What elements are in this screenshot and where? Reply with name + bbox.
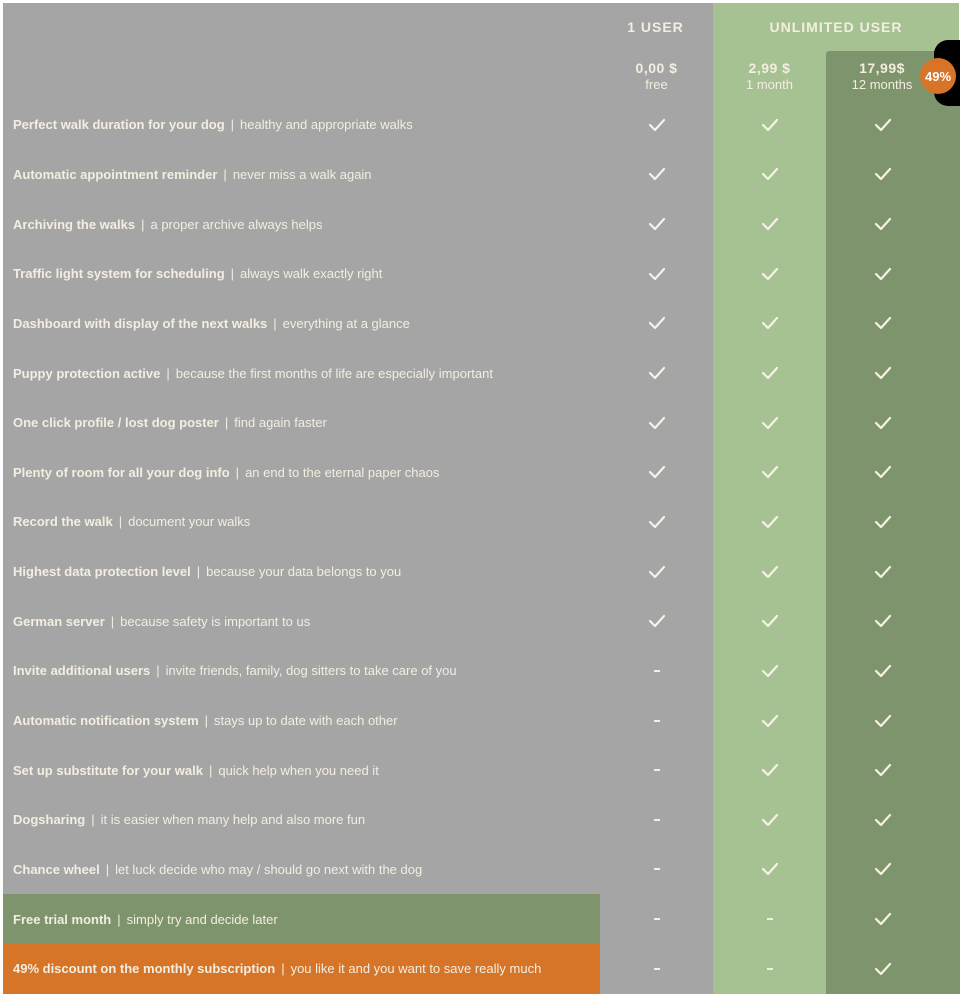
separator: | xyxy=(235,464,240,480)
feature-name: 49% discount on the monthly subscription xyxy=(13,961,276,977)
check-icon xyxy=(600,199,713,249)
check-icon xyxy=(713,497,826,547)
dash-icon xyxy=(600,745,713,795)
check-icon xyxy=(600,100,713,150)
feature-description: always walk exactly right xyxy=(240,266,383,282)
separator: | xyxy=(110,613,115,629)
check-icon xyxy=(713,100,826,150)
feature-row xyxy=(3,447,960,497)
check-icon xyxy=(713,547,826,597)
feature-description: everything at a glance xyxy=(282,315,410,331)
check-icon xyxy=(826,646,939,696)
dash-icon xyxy=(713,894,826,944)
price-amount: 2,99 $ xyxy=(748,60,791,76)
check-icon xyxy=(826,299,939,349)
feature-description: find again faster xyxy=(234,415,327,431)
feature-description: document your walks xyxy=(128,514,251,530)
check-icon xyxy=(826,447,939,497)
feature-label xyxy=(3,199,600,249)
feature-description: an end to the eternal paper chaos xyxy=(245,464,440,480)
check-icon xyxy=(826,745,939,795)
feature-description: healthy and appropriate walks xyxy=(240,117,413,133)
separator: | xyxy=(118,514,123,530)
separator: | xyxy=(117,911,121,927)
feature-row xyxy=(3,100,960,150)
separator: | xyxy=(281,961,285,977)
feature-name: Dogsharing xyxy=(13,812,86,828)
check-icon xyxy=(826,547,939,597)
check-icon xyxy=(600,150,713,200)
feature-label xyxy=(3,845,600,895)
discount-badge: 49% xyxy=(920,58,956,94)
check-icon xyxy=(600,447,713,497)
feature-description: because your data belongs to you xyxy=(206,564,402,580)
check-icon xyxy=(826,100,939,150)
dash-icon xyxy=(600,696,713,746)
dash-icon xyxy=(600,795,713,845)
check-icon xyxy=(713,696,826,746)
separator: | xyxy=(273,315,277,331)
price-period: 12 months xyxy=(851,77,913,92)
separator: | xyxy=(230,266,235,282)
feature-row xyxy=(3,199,960,249)
check-icon xyxy=(713,299,826,349)
feature-description: never miss a walk again xyxy=(232,166,372,182)
check-icon xyxy=(600,398,713,448)
check-icon xyxy=(600,299,713,349)
check-icon xyxy=(826,249,939,299)
check-icon xyxy=(713,795,826,845)
feature-name: Highest data protection level xyxy=(13,564,191,580)
feature-row xyxy=(3,894,960,944)
feature-row xyxy=(3,497,960,547)
feature-name: Record the walk xyxy=(13,514,113,530)
separator: | xyxy=(196,564,201,580)
feature-label xyxy=(3,547,600,597)
separator: | xyxy=(204,713,209,728)
feature-row xyxy=(3,547,960,597)
check-icon xyxy=(600,497,713,547)
feature-label xyxy=(3,596,600,646)
feature-description: you like it and you want to save really much xyxy=(290,961,542,977)
monthly-plan-price[interactable] xyxy=(713,60,826,92)
check-icon xyxy=(713,150,826,200)
check-icon xyxy=(713,745,826,795)
check-icon xyxy=(826,596,939,646)
feature-description: simply try and decide later xyxy=(126,911,278,927)
feature-name: Free trial month xyxy=(13,911,112,927)
check-icon xyxy=(826,497,939,547)
dash-icon xyxy=(600,646,713,696)
feature-label xyxy=(3,398,600,448)
feature-name: Archiving the walks xyxy=(13,216,136,232)
check-icon xyxy=(826,944,939,994)
separator: | xyxy=(223,166,227,182)
feature-name: Perfect walk duration for your dog xyxy=(13,117,225,133)
dash-icon xyxy=(600,894,713,944)
feature-label xyxy=(3,894,600,944)
check-icon xyxy=(600,348,713,398)
price-amount: 17,99$ xyxy=(859,60,905,76)
feature-row xyxy=(3,150,960,200)
feature-name: Puppy protection active xyxy=(13,365,161,381)
feature-row xyxy=(3,944,960,994)
header-one-user: 1 USER xyxy=(627,19,684,35)
feature-label xyxy=(3,299,600,349)
dash-icon xyxy=(600,845,713,895)
check-icon xyxy=(713,596,826,646)
feature-description: because the first months of life are especially important xyxy=(175,365,493,381)
feature-description: it is easier when many help and also more fun xyxy=(100,812,366,828)
check-icon xyxy=(600,249,713,299)
separator: | xyxy=(208,762,213,778)
check-icon xyxy=(713,646,826,696)
feature-name: Plenty of room for all your dog info xyxy=(13,464,230,480)
feature-label xyxy=(3,944,600,994)
feature-description: stays up to date with each other xyxy=(214,713,398,728)
feature-label xyxy=(3,249,600,299)
feature-row xyxy=(3,299,960,349)
feature-name: Dashboard with display of the next walks xyxy=(13,315,268,331)
check-icon xyxy=(826,845,939,895)
feature-row xyxy=(3,249,960,299)
feature-name: Invite additional users xyxy=(13,663,151,679)
separator: | xyxy=(105,861,110,877)
feature-label xyxy=(3,696,600,746)
feature-row xyxy=(3,348,960,398)
feature-label xyxy=(3,745,600,795)
feature-description: let luck decide who may / should go next with the dog xyxy=(115,861,423,877)
feature-label xyxy=(3,795,600,845)
price-period: 1 month xyxy=(746,77,793,92)
check-icon xyxy=(826,696,939,746)
feature-name: Automatic notification system xyxy=(13,713,199,728)
feature-row xyxy=(3,745,960,795)
feature-description: quick help when you need it xyxy=(218,762,379,778)
check-icon xyxy=(826,199,939,249)
check-icon xyxy=(713,348,826,398)
feature-description: because safety is important to us xyxy=(120,613,311,629)
check-icon xyxy=(713,845,826,895)
feature-name: Automatic appointment reminder xyxy=(13,166,218,182)
feature-label xyxy=(3,348,600,398)
check-icon xyxy=(826,894,939,944)
free-plan-price[interactable] xyxy=(600,60,713,92)
feature-label xyxy=(3,447,600,497)
feature-label xyxy=(3,497,600,547)
feature-description: a proper archive always helps xyxy=(150,216,323,232)
header-unlimited-user: UNLIMITED USER xyxy=(769,19,903,35)
separator: | xyxy=(230,117,235,133)
feature-name: Chance wheel xyxy=(13,861,100,877)
price-amount: 0,00 $ xyxy=(635,60,678,76)
feature-name: Traffic light system for scheduling xyxy=(13,266,225,282)
separator: | xyxy=(224,415,229,431)
price-period: free xyxy=(645,77,668,92)
feature-row xyxy=(3,398,960,448)
separator: | xyxy=(156,663,160,679)
feature-comparison-table xyxy=(3,100,960,994)
feature-label xyxy=(3,150,600,200)
feature-description: invite friends, family, dog sitters to take care of you xyxy=(165,663,457,679)
dash-icon xyxy=(600,944,713,994)
feature-label xyxy=(3,646,600,696)
feature-row xyxy=(3,795,960,845)
check-icon xyxy=(713,398,826,448)
separator: | xyxy=(166,365,170,381)
feature-name: German server xyxy=(13,613,105,629)
feature-name: One click profile / lost dog poster xyxy=(13,415,219,431)
check-icon xyxy=(826,398,939,448)
separator: | xyxy=(141,216,145,232)
feature-label xyxy=(3,100,600,150)
feature-row xyxy=(3,845,960,895)
check-icon xyxy=(713,249,826,299)
check-icon xyxy=(826,348,939,398)
check-icon xyxy=(713,199,826,249)
check-icon xyxy=(600,547,713,597)
check-icon xyxy=(600,596,713,646)
feature-row xyxy=(3,596,960,646)
feature-name: Set up substitute for your walk xyxy=(13,762,203,778)
dash-icon xyxy=(713,944,826,994)
check-icon xyxy=(826,795,939,845)
separator: | xyxy=(91,812,95,828)
feature-row xyxy=(3,646,960,696)
check-icon xyxy=(713,447,826,497)
check-icon xyxy=(826,150,939,200)
feature-row xyxy=(3,696,960,746)
